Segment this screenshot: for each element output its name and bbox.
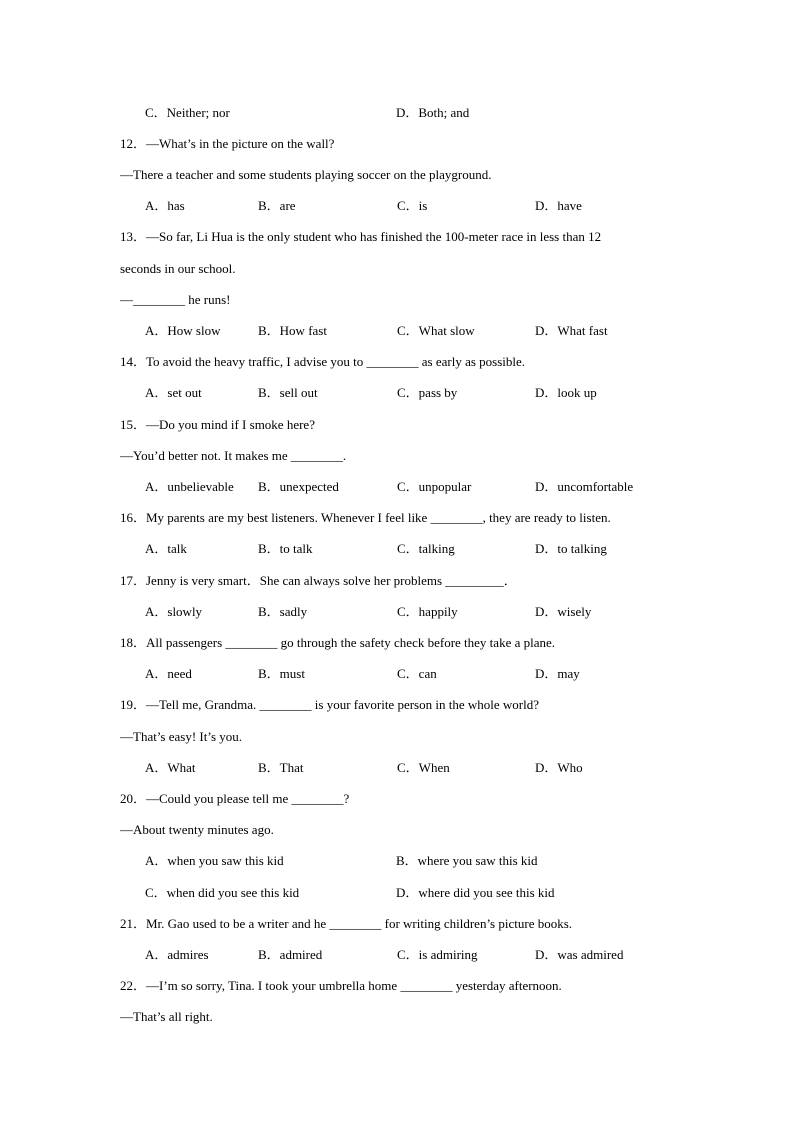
question-line: —About twenty minutes ago. bbox=[120, 822, 274, 837]
answer-option: A．What bbox=[145, 760, 196, 775]
question-line: 16．My parents are my best listeners. Whenever I feel like ________, they are ready to listen. bbox=[120, 510, 611, 525]
answer-option: A．slowly bbox=[145, 604, 203, 619]
question-line: —That’s easy! It’s you. bbox=[120, 729, 243, 744]
answer-option: C．can bbox=[397, 666, 437, 681]
answer-option: C．What slow bbox=[397, 323, 475, 338]
question-line: 14．To avoid the heavy traffic, I advise you to ________ as early as possible. bbox=[120, 354, 526, 369]
answer-option: C．happily bbox=[397, 604, 458, 619]
answer-option: C．Neither; nor bbox=[145, 105, 230, 120]
answer-option: D．where did you see this kid bbox=[396, 885, 555, 900]
answer-option: B．are bbox=[258, 198, 296, 213]
answer-option: B．must bbox=[258, 666, 305, 681]
answer-option: B．sell out bbox=[258, 385, 318, 400]
answer-option: C．is bbox=[397, 198, 428, 213]
answer-option: B．admired bbox=[258, 947, 323, 962]
question-line: 17．Jenny is very smart．She can always solve her problems _________． bbox=[120, 573, 517, 588]
question-line: seconds in our school. bbox=[120, 261, 236, 276]
answer-option: B．sadly bbox=[258, 604, 308, 619]
answer-option: A．talk bbox=[145, 541, 187, 556]
answer-option: A．need bbox=[145, 666, 192, 681]
answer-option: C．when did you see this kid bbox=[145, 885, 300, 900]
answer-option: D．was admired bbox=[535, 947, 624, 962]
question-line: —There a teacher and some students playing soccer on the playground. bbox=[120, 167, 492, 182]
answer-option: B．to talk bbox=[258, 541, 313, 556]
question-line: 19．—Tell me, Grandma. ________ is your favorite person in the whole world? bbox=[120, 697, 539, 712]
question-line: 18．All passengers ________ go through the safety check before they take a plane. bbox=[120, 635, 556, 650]
answer-option: C．unpopular bbox=[397, 479, 472, 494]
question-line: 20．—Could you please tell me ________? bbox=[120, 791, 350, 806]
answer-option: A．unbelievable bbox=[145, 479, 234, 494]
answer-option: D．What fast bbox=[535, 323, 608, 338]
answer-option: A．admires bbox=[145, 947, 209, 962]
answer-option: D．uncomfortable bbox=[535, 479, 634, 494]
question-line: 13．—So far, Li Hua is the only student who has finished the 100-meter race in less than 12 bbox=[120, 229, 602, 244]
answer-option: C．is admiring bbox=[397, 947, 478, 962]
answer-option: A．when you saw this kid bbox=[145, 853, 284, 868]
answer-option: D．look up bbox=[535, 385, 597, 400]
answer-option: C．talking bbox=[397, 541, 455, 556]
answer-option: D．have bbox=[535, 198, 582, 213]
answer-option: D．Who bbox=[535, 760, 583, 775]
question-line: —________ he runs! bbox=[120, 292, 231, 307]
answer-option: D．wisely bbox=[535, 604, 592, 619]
answer-option: C．pass by bbox=[397, 385, 458, 400]
answer-option: A．set out bbox=[145, 385, 202, 400]
question-line: —You’d better not. It makes me ________. bbox=[120, 448, 347, 463]
question-line: 15．—Do you mind if I smoke here? bbox=[120, 417, 315, 432]
answer-option: B．How fast bbox=[258, 323, 327, 338]
answer-option: A．How slow bbox=[145, 323, 221, 338]
question-line: 22．—I’m so sorry, Tina. I took your umbrella home ________ yesterday afternoon. bbox=[120, 978, 562, 993]
question-line: 21．Mr. Gao used to be a writer and he ________ for writing children’s picture books. bbox=[120, 916, 573, 931]
answer-option: B．where you saw this kid bbox=[396, 853, 538, 868]
answer-option: D．Both; and bbox=[396, 105, 470, 120]
question-line: —That’s all right. bbox=[120, 1009, 213, 1024]
answer-option: A．has bbox=[145, 198, 185, 213]
answer-option: D．to talking bbox=[535, 541, 607, 556]
answer-option: C．When bbox=[397, 760, 450, 775]
answer-option: D．may bbox=[535, 666, 580, 681]
question-line: 12．—What’s in the picture on the wall? bbox=[120, 136, 335, 151]
answer-option: B．That bbox=[258, 760, 304, 775]
answer-option: B．unexpected bbox=[258, 479, 339, 494]
